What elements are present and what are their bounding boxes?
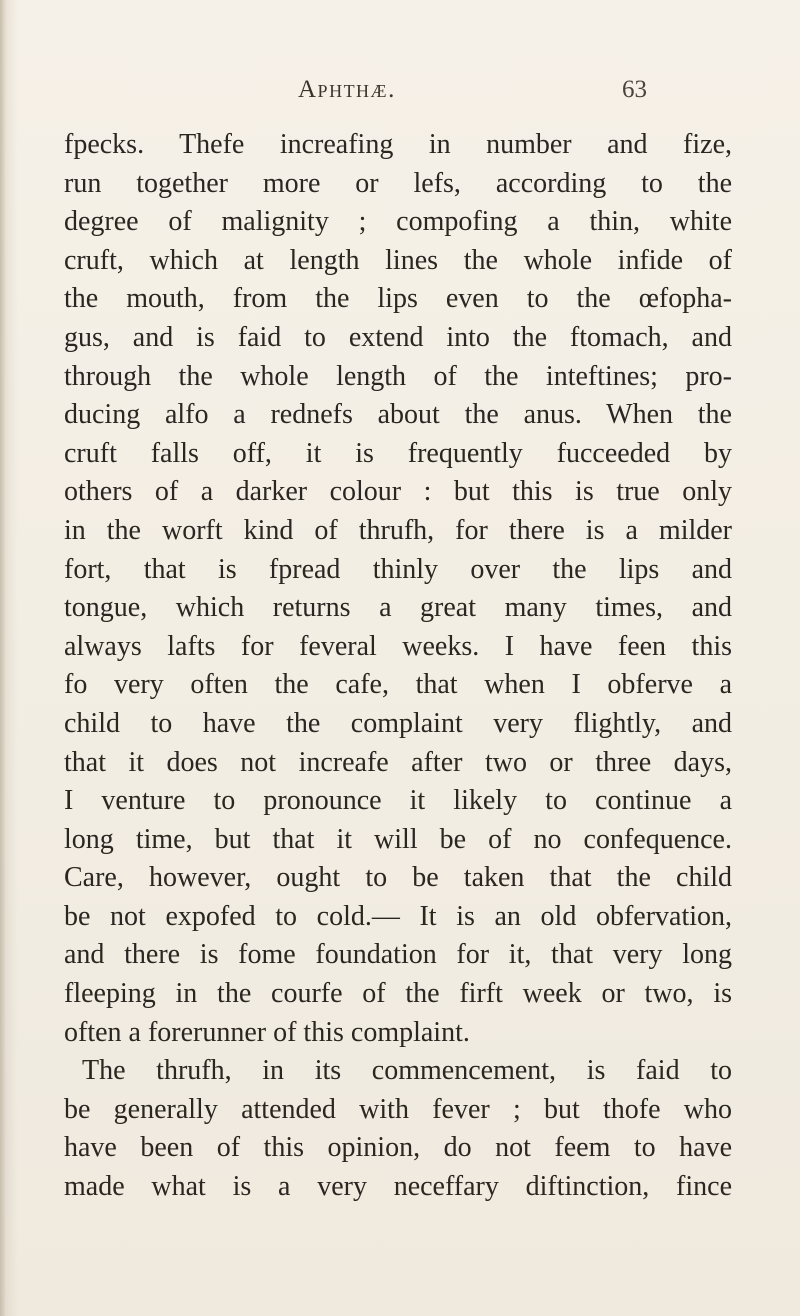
text-line: fpecks. Thefe increafing in number and fize, <box>64 129 732 160</box>
text-line: others of a darker colour : but this is true only <box>64 476 732 508</box>
text-line: and there is fome foundation for it, that very long <box>64 939 732 971</box>
text-line: child to have the complaint very flightly, and <box>64 707 732 739</box>
text-line: the mouth, from the lips even to the œfopha- <box>64 283 732 315</box>
running-head <box>0 76 800 110</box>
text-line: tongue, which returns a great many times, and <box>64 592 732 624</box>
page-number: 63 <box>622 76 647 103</box>
text-line: fleeping in the courfe of the firft week or two, is <box>64 978 732 1010</box>
text-line: be not expofed to cold.— It is an old obfervation, <box>64 900 732 932</box>
text-line: made what is a very neceffary diftinction, fince <box>64 1171 732 1203</box>
text-line: fort, that is fpread thinly over the lips and <box>64 553 732 585</box>
text-line: Care, however, ought to be taken that the child <box>64 862 732 894</box>
text-line: always lafts for feveral weeks. I have feen this <box>64 630 732 662</box>
text-line: cruft falls off, it is frequently fucceeded by <box>64 437 732 469</box>
text-line: be generally attended with fever ; but thofe who <box>64 1093 732 1125</box>
text-line: fo very often the cafe, that when I obferve a <box>64 669 732 701</box>
text-line: gus, and is faid to extend into the ftomach, and <box>64 321 732 353</box>
page-gutter-shadow <box>0 0 6 1316</box>
text-line: ducing alfo a rednefs about the anus. When the <box>64 399 732 431</box>
text-line: run together more or lefs, according to the <box>64 167 732 199</box>
running-title: Aphthæ. <box>298 76 396 103</box>
body-text <box>64 126 732 1207</box>
text-line: I venture to pronounce it likely to continue a <box>64 785 732 817</box>
text-line: have been of this opinion, do not feem to have <box>64 1132 732 1164</box>
text-line: degree of malignity ; compofing a thin, white <box>64 206 732 238</box>
text-line: through the whole length of the inteftines; pro- <box>64 360 732 392</box>
text-line-paragraph-end: often a forerunner of this complaint. <box>64 1016 470 1048</box>
text-line: long time, but that it will be of no confequence. <box>64 823 732 855</box>
text-line: in the worft kind of thrufh, for there is a milder <box>64 514 732 546</box>
text-line: that it does not increafe after two or three days, <box>64 746 732 778</box>
text-line: cruft, which at length lines the whole infide of <box>64 244 732 276</box>
text-line-paragraph-start: The thrufh, in its commencement, is faid to <box>82 1055 732 1087</box>
